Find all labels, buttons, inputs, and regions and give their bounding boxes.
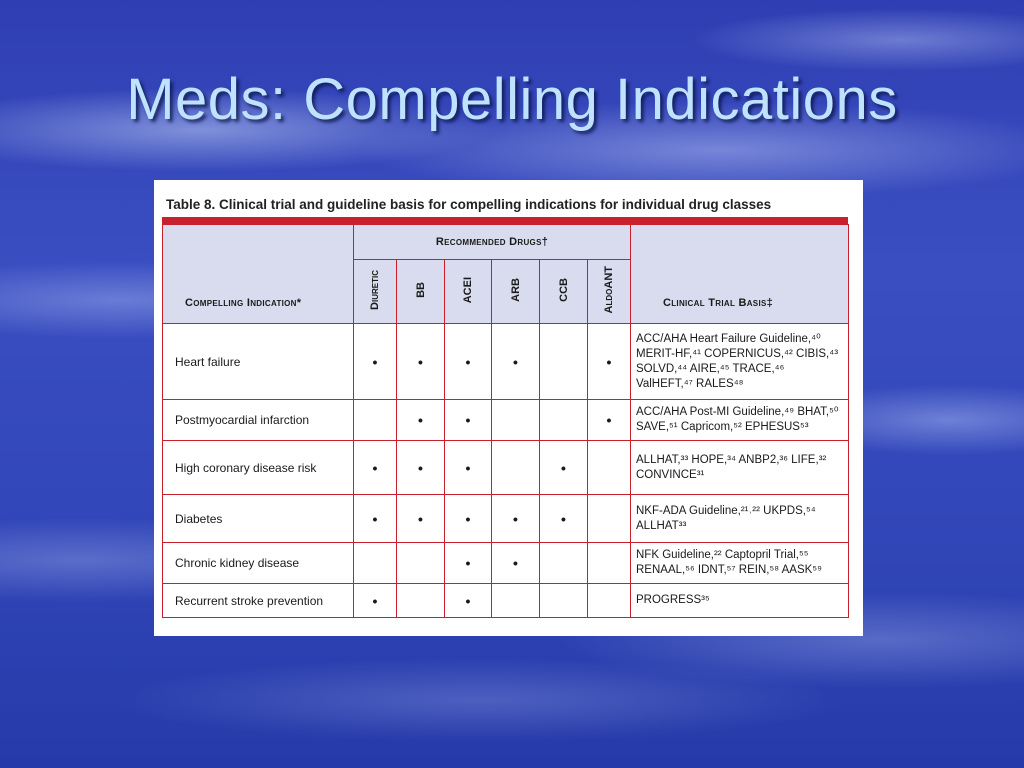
drug-mark-cell [588, 543, 631, 584]
table-top-rule [162, 217, 848, 224]
drug-mark-cell [540, 324, 588, 400]
header-drug-ccb [540, 260, 588, 324]
drug-mark-cell: • [492, 324, 540, 400]
header-drug-acei [445, 260, 492, 324]
drug-mark-cell: • [445, 584, 492, 618]
header-drug-label: AldoANT [603, 266, 615, 314]
drug-mark-cell: • [445, 441, 492, 495]
header-clinical-trial-basis: Clinical Trial Basis‡ [631, 225, 849, 324]
drug-mark-cell: • [354, 324, 397, 400]
drug-mark-cell: • [540, 495, 588, 543]
drug-mark-cell: • [354, 495, 397, 543]
drug-mark-cell [540, 584, 588, 618]
table-row [163, 543, 849, 584]
indication-cell: Postmyocardial infarction [163, 400, 354, 441]
header-drug-label: ACEI [462, 276, 474, 304]
header-compelling-indication: Compelling Indication* [163, 225, 354, 324]
drug-mark-cell: • [397, 400, 445, 441]
drug-mark-cell [354, 543, 397, 584]
trial-basis-cell: ACC/AHA Heart Failure Guideline,⁴⁰ MERIT-HF,⁴¹ COPERNICUS,⁴² CIBIS,⁴³ SOLVD,⁴⁴ AIRE,⁴⁵ TRACE,⁴⁶ ValHEFT,⁴⁷ RALES⁴⁸ [631, 324, 849, 400]
drug-mark-cell [492, 584, 540, 618]
drug-mark-cell: • [492, 543, 540, 584]
drug-mark-cell: • [445, 495, 492, 543]
drug-mark-cell [588, 584, 631, 618]
drug-mark-cell [492, 441, 540, 495]
drug-mark-cell [354, 400, 397, 441]
table-caption: Table 8. Clinical trial and guideline basis for compelling indications for individual drug classes [166, 197, 772, 212]
drug-mark-cell [588, 495, 631, 543]
drug-mark-cell: • [397, 495, 445, 543]
drug-mark-cell [397, 543, 445, 584]
indication-cell: Chronic kidney disease [163, 543, 354, 584]
trial-basis-cell: ALLHAT,³³ HOPE,³⁴ ANBP2,³⁶ LIFE,³² CONVINCE³¹ [631, 441, 849, 495]
header-drug-label: Diuretic [369, 270, 381, 310]
trial-basis-cell: ACC/AHA Post-MI Guideline,⁴⁹ BHAT,⁵⁰ SAVE,⁵¹ Capricom,⁵² EPHESUS⁵³ [631, 400, 849, 441]
header-drug-label: BB [414, 282, 427, 298]
drug-mark-cell [540, 543, 588, 584]
drug-mark-cell: • [354, 441, 397, 495]
drug-mark-cell: • [588, 400, 631, 441]
drug-mark-cell [492, 400, 540, 441]
drug-mark-cell: • [445, 324, 492, 400]
indication-cell: High coronary disease risk [163, 441, 354, 495]
drug-mark-cell: • [540, 441, 588, 495]
header-recommended-drugs: Recommended Drugs† [354, 225, 631, 260]
indication-cell: Recurrent stroke prevention [163, 584, 354, 618]
table-image-panel [154, 180, 863, 636]
indication-cell: Heart failure [163, 324, 354, 400]
table-row [163, 324, 849, 400]
header-drug-aldoant [588, 260, 631, 324]
drug-mark-cell: • [492, 495, 540, 543]
table-row [163, 584, 849, 618]
table-row [163, 495, 849, 543]
slide-title: Meds: Compelling Indications [126, 67, 898, 132]
drug-mark-cell: • [445, 400, 492, 441]
drug-mark-cell: • [397, 441, 445, 495]
drug-mark-cell [588, 441, 631, 495]
drug-mark-cell [540, 400, 588, 441]
table-row [163, 441, 849, 495]
drug-mark-cell: • [588, 324, 631, 400]
table-row [163, 400, 849, 441]
drug-mark-cell: • [445, 543, 492, 584]
table-body [163, 324, 849, 618]
indications-table [162, 224, 849, 618]
header-drug-diuretic [354, 260, 397, 324]
trial-basis-cell: NFK Guideline,²² Captopril Trial,⁵⁵ RENAAL,⁵⁶ IDNT,⁵⁷ REIN,⁵⁸ AASK⁵⁹ [631, 543, 849, 584]
header-drug-label: ARB [509, 278, 522, 302]
header-drug-bb [397, 260, 445, 324]
trial-basis-cell: NKF-ADA Guideline,²¹˒²² UKPDS,⁵⁴ ALLHAT³³ [631, 495, 849, 543]
drug-mark-cell: • [397, 324, 445, 400]
trial-basis-cell: PROGRESS³⁵ [631, 584, 849, 618]
drug-mark-cell: • [354, 584, 397, 618]
drug-mark-cell [397, 584, 445, 618]
header-drug-arb [492, 260, 540, 324]
indication-cell: Diabetes [163, 495, 354, 543]
header-drug-label: CCB [557, 278, 570, 302]
